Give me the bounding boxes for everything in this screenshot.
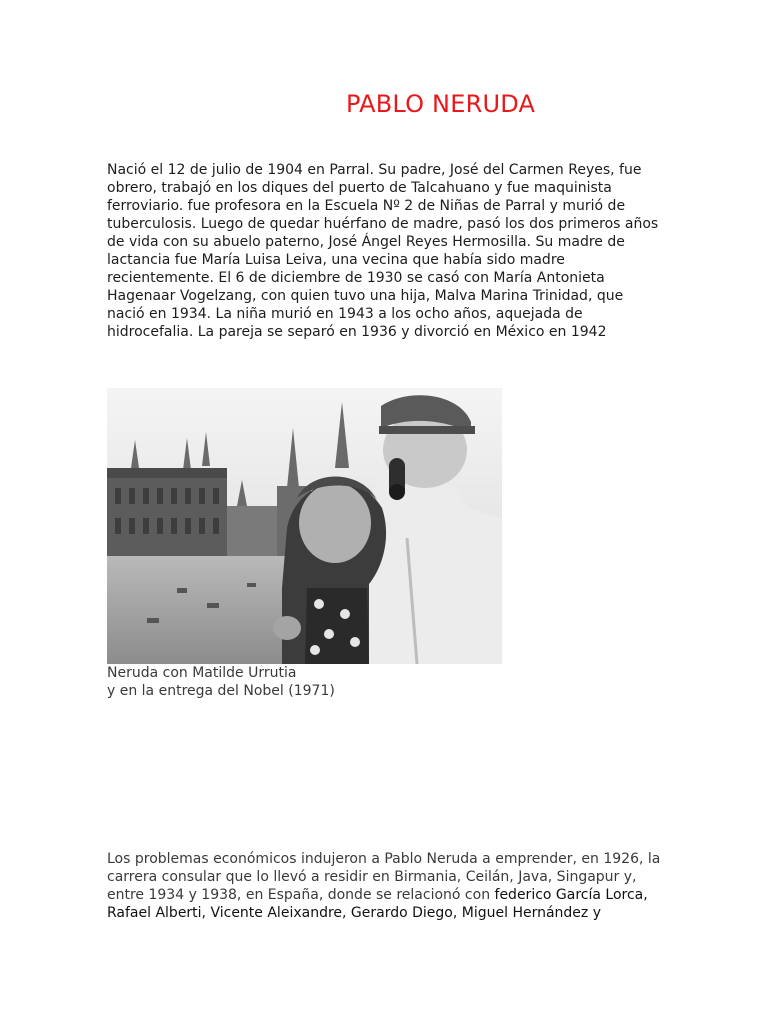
photo-caption [107,664,335,700]
caption-line-2: y en la entrega del Nobel (1971) [107,683,335,699]
career-paragraph-text: Los problemas económicos indujeron a Pablo Neruda a emprender, en 1926, la carrera consular que lo llevó a residir en Birmania, Ceilán, Java, Singapur y, entre 1934 y 1938, en España, donde se relacionó con [107,851,661,903]
career-paragraph [107,850,667,922]
career-paragraph-names: federico García Lorca, Rafael Alberti, Vicente Aleixandre, Gerardo Diego, Miguel Hernández y [107,887,648,921]
biography-paragraph: Nació el 12 de julio de 1904 en Parral. Su padre, José del Carmen Reyes, fue obrero, trabajó en los diques del puerto de Talcahuano y fue maquinista ferroviario. fue profesora en la Escuela Nº 2 de Niñas de Parral y murió de tuberculosis. Luego de quedar huérfano de madre, pasó los dos primeros años de vida con su abuelo paterno, José Ángel Reyes Hermosilla. Su madre de lactancia fue María Luisa Leiva, una vecina que había sido madre recientemente. El 6 de diciembre de 1930 se casó con María Antonieta Hagenaar Vogelzang, con quien tuvo una hija, Malva Marina Trinidad, que nació en 1934. La niña murió en 1943 a los ocho años, aquejada de hidrocefalia. La pareja se separó en 1936 y divorció en México en 1942 [107,162,659,340]
photo-illustration-icon [107,388,502,664]
page-title: PABLO NERUDA [346,90,536,118]
photo-neruda-matilde [107,388,502,664]
caption-line-1: Neruda con Matilde Urrutia [107,665,297,681]
